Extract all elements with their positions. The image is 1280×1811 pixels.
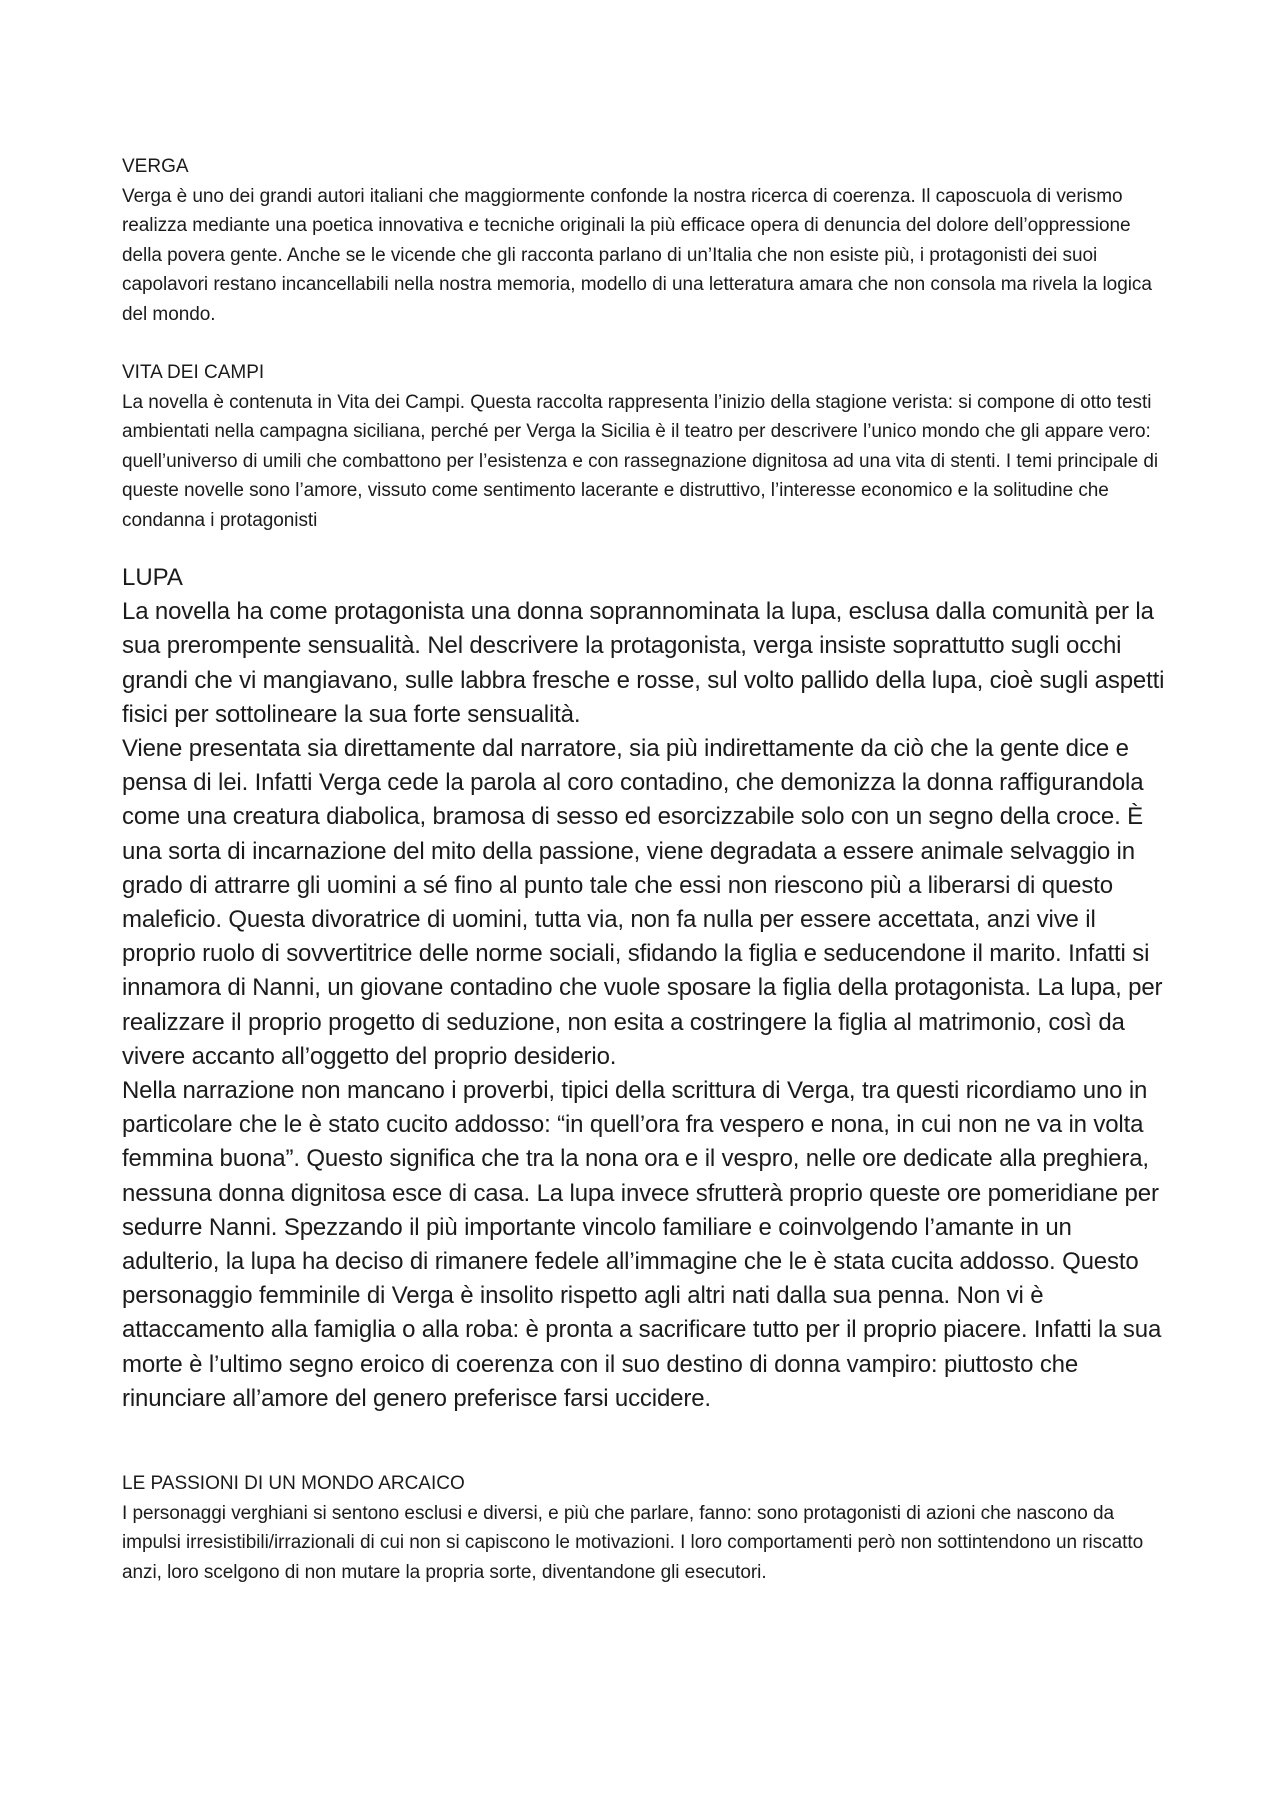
section-vita-dei-campi: [122, 358, 1172, 535]
section-lupa: [122, 561, 1172, 1416]
section-heading-passioni: LE PASSIONI DI UN MONDO ARCAICO: [122, 1473, 465, 1495]
document-page: [122, 152, 1172, 1587]
section-text-passioni: I personaggi verghiani si sentono esclusi e diversi, e più che parlare, fanno: sono protagonisti di azioni che nascono da impulsi irresistibili/irrazionali di cui non si capiscono le motivazioni. I loro comportamenti però non sottintendono un riscatto anzi, loro scelgono di non mutare la propria sorte, diventandone gli esecutori.: [122, 1502, 1144, 1583]
section-heading-vita-dei-campi: VITA DEI CAMPI: [122, 362, 265, 383]
lupa-paragraph-1: La novella ha come protagonista una donna soprannominata la lupa, esclusa dalla comunità per la sua prerompente sensualità. Nel descrivere la protagonista, verga insiste soprattutto sugli occhi grandi che vi mangiavano, sulle labbra fresche e rosse, sul volto pallido della lupa, cioè sugli aspetti fisici per sottolineare la sua forte sensualità.: [122, 598, 1165, 728]
section-text-vita-dei-campi: La novella è contenuta in Vita dei Campi. Questa raccolta rappresenta l’inizio della stagione verista: si compone di otto testi ambientati nella campagna siciliana, perché per Verga la Sicilia è il teatro per descrivere l’unico mondo che gli appare vero: quell’universo di umili che combattono per l’esistenza e con rassegnazione dignitosa ad una vita di stenti. I temi principale di queste novelle sono l’amore, vissuto come sentimento lacerante e distruttivo, l’interesse economico e la solitudine che condanna i protagonisti: [122, 391, 1159, 531]
section-passioni: [122, 1469, 1172, 1587]
section-heading-lupa: LUPA: [122, 564, 183, 591]
lupa-paragraph-3: Nella narrazione non mancano i proverbi, tipici della scrittura di Verga, tra questi ricordiamo uno in particolare che le è stato cucito addosso: “in quell’ora fra vespero e nona, in cui non ne va in volta femmina buona”. Questo significa che tra la nona ora e il vespro, nelle ore dedicate alla preghiera, nessuna donna dignitosa esce di casa. La lupa invece sfrutterà proprio queste ore pomeridiane per sedurre Nanni. Spezzando il più importante vincolo familiare e coinvolgendo l’amante in un adulterio, la lupa ha deciso di rimanere fedele all’immagine che le è stata cucita addosso. Questo personaggio femminile di Verga è insolito rispetto agli altri nati dalla sua penna. Non vi è attaccamento alla famiglia o alla roba: è pronta a sacrificare tutto per il proprio piacere. Infatti la sua morte è l’ultimo segno eroico di coerenza con il suo destino di donna vampiro: piuttosto che rinunciare all’amore del genero preferisce farsi uccidere.: [122, 1077, 1162, 1412]
lupa-paragraph-2: Viene presentata sia direttamente dal narratore, sia più indirettamente da ciò che la gente dice e pensa di lei. Infatti Verga cede la parola al coro contadino, che demonizza la donna raffigurandola come una creatura diabolica, bramosa di sesso ed esorcizzabile solo con un segno della croce. È una sorta di incarnazione del mito della passione, viene degradata a essere animale selvaggio in grado di attrarre gli uomini a sé fino al punto tale che essi non riescono più a liberarsi di questo maleficio. Questa divoratrice di uomini, tutta via, non fa nulla per essere accettata, anzi vive il proprio ruolo di sovvertitrice delle norme sociali, sfidando la figlia e seducendone il marito. Infatti si innamora di Nanni, un giovane contadino che vuole sposare la figlia della protagonista. La lupa, per realizzare il proprio progetto di seduzione, non esita a costringere la figlia al matrimonio, così da vivere accanto all’oggetto del proprio desiderio.: [122, 735, 1163, 1070]
section-verga: [122, 152, 1172, 329]
section-heading-verga: VERGA: [122, 156, 189, 177]
section-text-verga: Verga è uno dei grandi autori italiani che maggiormente confonde la nostra ricerca di coerenza. Il caposcuola di verismo realizza mediante una poetica innovativa e tecniche originali la più efficace opera di denuncia del dolore dell’oppressione della povera gente. Anche se le vicende che gli racconta parlano di un’Italia che non esiste più, i protagonisti dei suoi capolavori restano incancellabili nella nostra memoria, modello di una letteratura amara che non consola ma rivela la logica del mondo.: [122, 185, 1152, 325]
